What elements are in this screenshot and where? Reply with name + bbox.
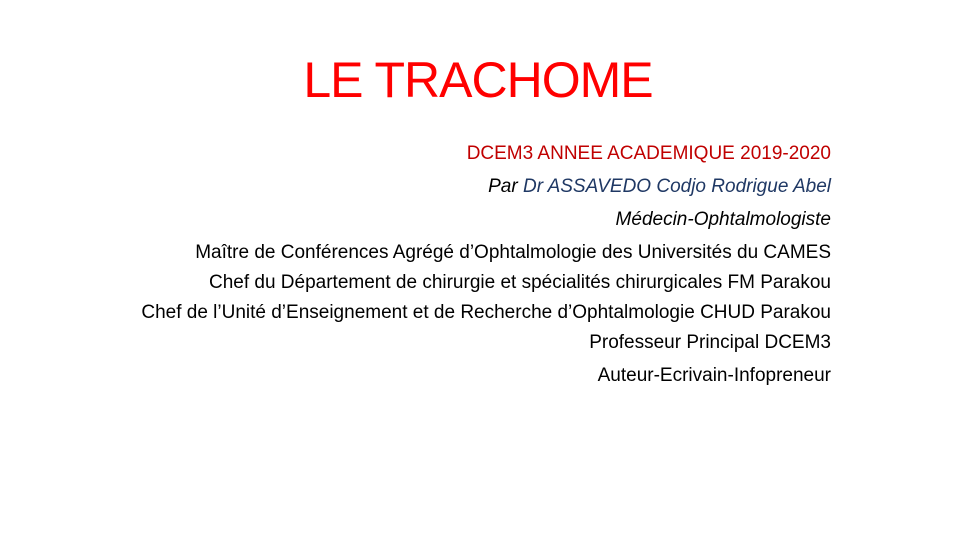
title-principal-professor: Professeur Principal DCEM3 (589, 332, 831, 353)
specialty-line: Médecin-Ophtalmologiste (615, 209, 831, 230)
academic-year-line: DCEM3 ANNEE ACADEMIQUE 2019-2020 (466, 143, 831, 164)
author-prefix: Par (488, 176, 523, 197)
author-line (131, 175, 831, 199)
author-name: Dr ASSAVEDO Codjo Rodrigue Abel (522, 176, 831, 197)
title-department-head: Chef du Département de chirurgie et spécialités chirurgicales FM Parakou (208, 272, 831, 293)
slide-title (0, 48, 960, 112)
slide-title-text: LE TRACHOME (303, 52, 653, 108)
title-associate-professor: Maître de Conférences Agrégé d’Ophtalmologie des Universités du CAMES (195, 242, 831, 263)
title-author-writer: Auteur-Ecrivain-Infopreneur (597, 365, 831, 386)
slide-body (131, 142, 831, 397)
title-unit-head: Chef de l’Unité d’Enseignement et de Recherche d’Ophtalmologie CHUD Parakou (141, 302, 831, 323)
